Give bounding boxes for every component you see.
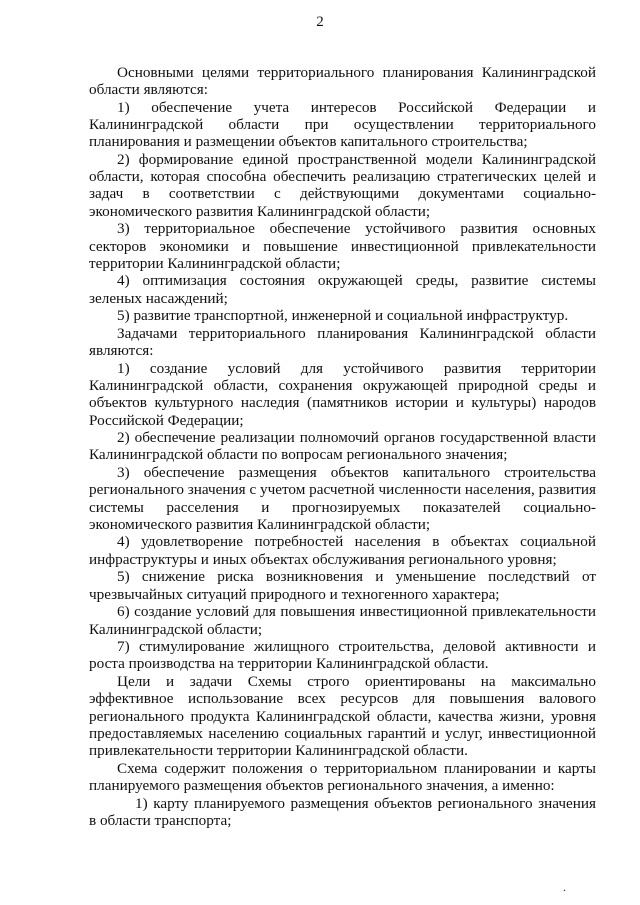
paragraph-orientation: Цели и задачи Схемы строго ориентированы на максимально эффективное использование всех ресурсов для повышения валового регионального продукта Калининградской области, качества жизни, уровня предоставляемых населению социальных гарантий и услуг, инвестиционной привлекательности территории Калининградской области. (89, 673, 596, 759)
paragraph-map-1: 1) карту планируемого размещения объектов регионального значения в области транспорта; (89, 794, 596, 829)
paragraph-goals-intro: Основными целями территориального планирования Калининградской области являются: (89, 64, 596, 99)
paragraph-scheme-contents: Схема содержит положения о территориальном планировании и карты планируемого размещения объектов регионального значения, а именно: (89, 759, 596, 794)
paragraph-task-6: 6) создание условий для повышения инвестиционной привлекательности Калининградской области; (89, 603, 596, 638)
paragraph-task-4: 4) удовлетворение потребностей населения в объектах социальной инфраструктуры и иных объектах обслуживания регионального уровня; (89, 533, 596, 568)
paragraph-task-5: 5) снижение риска возникновения и уменьшение последствий от чрезвычайных ситуаций природного и техногенного характера; (89, 568, 596, 603)
paragraph-goal-2: 2) формирование единой пространственной модели Калининградской области, которая способна обеспечить реализацию стратегических целей и задач в соответствии с действующими документами социально-экономического развития Калининградской области; (89, 151, 596, 220)
page-number: 2 (316, 14, 324, 30)
paragraph-task-1: 1) создание условий для устойчивого развития территории Калининградской области, сохранения окружающей природной среды и объектов культурного наследия (памятников истории и культуры) народов Российской Федерации; (89, 359, 596, 429)
paragraph-task-3: 3) обеспечение размещения объектов капитального строительства регионального значения с учетом расчетной численности населения, развития системы расселения и прогнозируемых показателей социально-экономического развития Калининградской области; (89, 464, 596, 533)
paragraph-task-2: 2) обеспечение реализации полномочий органов государственной власти Калининградской области по вопросам регионального значения; (89, 429, 596, 464)
paragraph-tasks-intro: Задачами территориального планирования Калининградской области являются: (89, 325, 596, 360)
paragraph-goal-5: 5) развитие транспортной, инженерной и социальной инфраструктур. (117, 307, 569, 325)
paragraph-goal-4: 4) оптимизация состояния окружающей среды, развитие системы зеленых насаждений; (89, 272, 596, 307)
paragraph-goal-1: 1) обеспечение учета интересов Российской Федерации и Калининградской области при осуществлении территориального планирования и размещении объектов капитального строительства; (89, 98, 596, 151)
paragraph-task-7: 7) стимулирование жилищного строительства, деловой активности и роста производства на территории Калининградской области. (89, 638, 596, 673)
document-body (89, 64, 596, 829)
paragraph-goal-3: 3) территориальное обеспечение устойчивого развития основных секторов экономики и повышение инвестиционной привлекательности территории Калининградской области; (89, 220, 596, 272)
footer-mark: . (563, 880, 566, 894)
